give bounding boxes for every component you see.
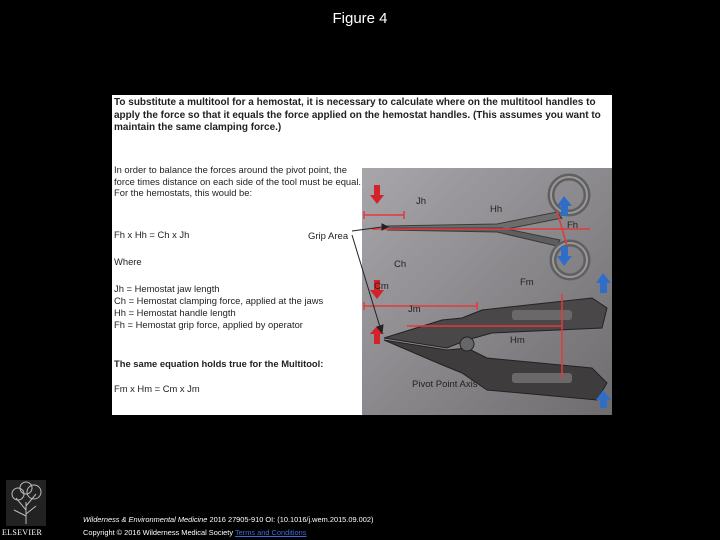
label-pivot-point-axis: Pivot Point Axis (412, 379, 478, 390)
citation-details: 2016 27905-910 OI: (10.1016/j.wem.2015.09.002) (207, 515, 374, 524)
definition-jh: Jh = Hemostat jaw length (114, 283, 220, 294)
label-fh: Fh (567, 220, 579, 231)
label-grip-area: Grip Area (308, 231, 349, 242)
label-ch: Ch (394, 259, 407, 270)
label-fm: Fm (520, 277, 534, 288)
label-hh: Hh (490, 204, 503, 215)
balance-text: In order to balance the forces around the pivot point, the force times distance on each side of the tool must be equal. For the hemostats, this would be: (114, 164, 362, 199)
definition-hh: Hh = Hemostat handle length (114, 307, 236, 318)
definition-ch: Ch = Hemostat clamping force, applied at the jaws (114, 295, 324, 306)
where-label: Where (114, 256, 142, 267)
same-equation-text: The same equation holds true for the Multitool: (114, 358, 324, 369)
copyright-line (83, 528, 306, 537)
label-hm: Hm (510, 335, 525, 346)
equation-hemostat: Fh x Hh = Ch x Jh (114, 229, 190, 240)
citation-line (83, 515, 373, 524)
intro-text: To substitute a multitool for a hemostat, it is necessary to calculate where on the multitool handles to apply the force so that it equals the force applied on the hemostat handles. (This assumes you want to maintain the same clamping force.) (114, 97, 601, 133)
publisher-name: ELSEVIER (2, 528, 43, 537)
figure-title: Figure 4 (332, 10, 388, 27)
label-cm: Cm (374, 281, 389, 292)
label-jh: Jh (416, 196, 427, 207)
equation-multitool: Fm x Hm = Cm x Jm (114, 383, 200, 394)
journal-name: Wilderness & Environmental Medicine (83, 515, 208, 524)
terms-and-conditions-link[interactable]: Terms and Conditions (234, 528, 307, 537)
copyright-text: Copyright © 2016 Wilderness Medical Society (83, 528, 235, 537)
figure-panel (112, 95, 612, 415)
definition-fh: Fh = Hemostat grip force, applied by operator (114, 319, 303, 330)
grip-area-pointers (112, 95, 612, 415)
label-jm: Jm (408, 304, 421, 315)
